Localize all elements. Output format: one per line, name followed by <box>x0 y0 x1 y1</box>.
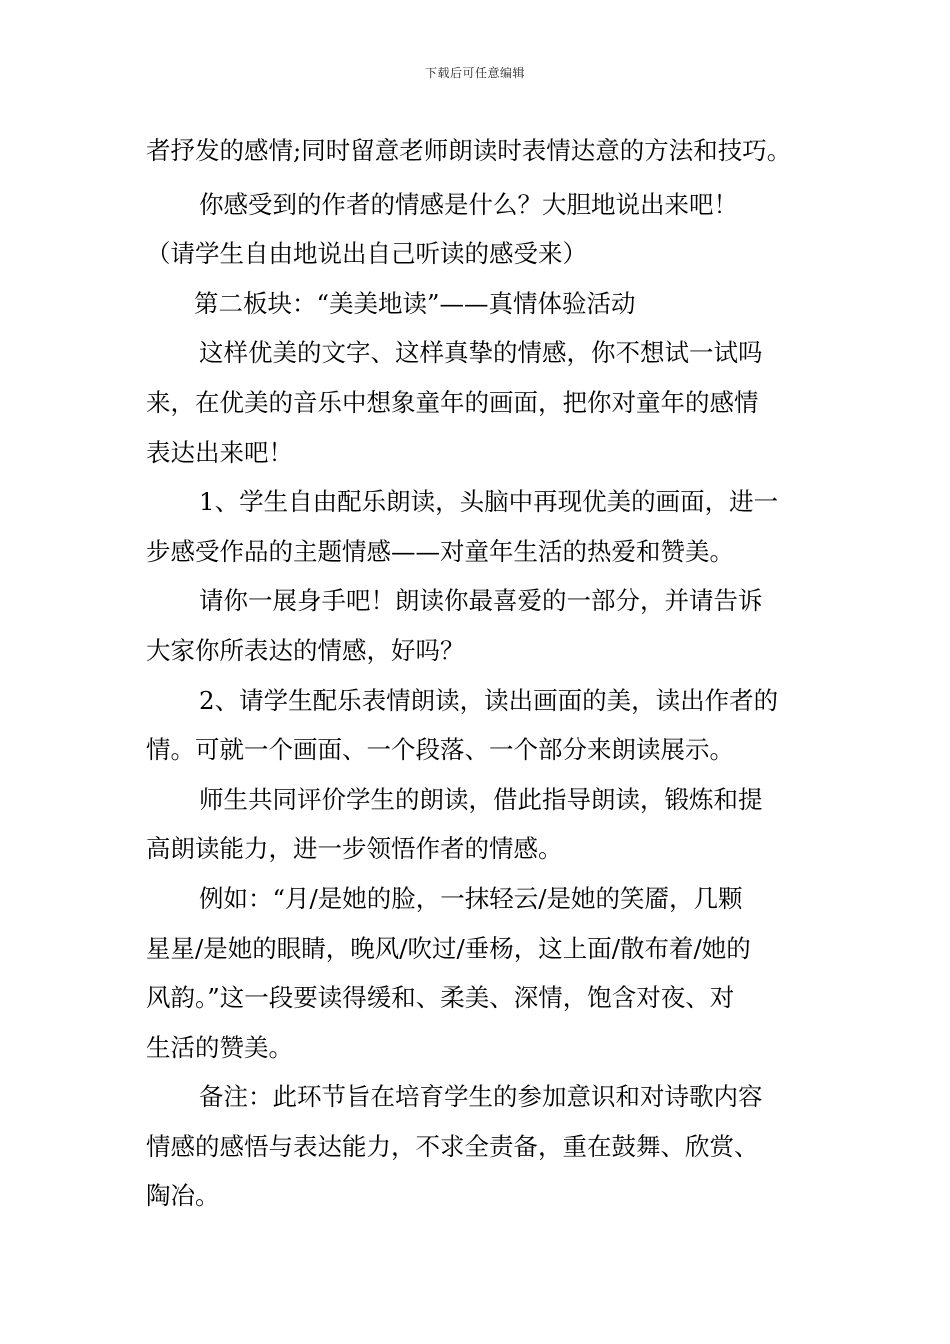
text-line: 步感受作品的主题情感——对童年生活的热爱和赞美。 <box>146 536 734 566</box>
text-line: 生活的赞美。 <box>146 1032 293 1062</box>
text-line: 陶冶。 <box>146 1181 220 1211</box>
text-line: 这样优美的文字、这样真挚的情感，你不想试一试吗 <box>199 338 763 368</box>
text-line: 2、请学生配乐表情朗读，读出画面的美，读出作者的 <box>199 685 779 715</box>
text-line: 情感的感悟与表达能力，不求全责备，重在鼓舞、欣赏、 <box>146 1131 759 1161</box>
text-line: （请学生自由地说出自己听读的感受来） <box>146 239 587 269</box>
page-header: 下载后可任意编辑 <box>424 66 525 80</box>
text-line: 备注：此环节旨在培育学生的参加意识和对诗歌内容 <box>199 1082 763 1112</box>
text-line: 请你一展身手吧！朗读你最喜爱的一部分，并请告诉 <box>199 586 763 616</box>
text-line: 星星/是她的眼睛，晚风/吹过/垂杨，这上面/散布着/她的 <box>146 933 751 963</box>
text-line: 风韵。”这一段要读得缓和、柔美、深情，饱含对夜、对 <box>146 983 735 1013</box>
text-line: 你感受到的作者的情感是什么？大胆地说出来吧！ <box>199 189 738 219</box>
text-line: 大家你所表达的情感，好吗？ <box>146 635 465 665</box>
text-line: 1、学生自由配乐朗读，头脑中再现优美的画面，进一 <box>199 487 779 517</box>
document-body <box>146 126 810 1221</box>
text-line: 高朗读能力，进一步领悟作者的情感。 <box>146 834 563 864</box>
section-heading: 第二板块：“美美地读”——真情体验活动 <box>194 288 636 318</box>
text-line: 者抒发的感情;同时留意老师朗读时表情达意的方法和技巧。 <box>146 136 792 165</box>
text-line: 例如：“月/是她的脸，一抹轻云/是她的笑靥，几颗 <box>199 883 743 913</box>
text-line: 来，在优美的音乐中想象童年的画面，把你对童年的感情 <box>146 387 759 417</box>
text-line: 情。可就一个画面、一个段落、一个部分来朗读展示。 <box>146 735 734 765</box>
text-line: 师生共同评价学生的朗读，借此指导朗读，锻炼和提 <box>199 784 763 814</box>
text-line: 表达出来吧！ <box>146 437 293 467</box>
